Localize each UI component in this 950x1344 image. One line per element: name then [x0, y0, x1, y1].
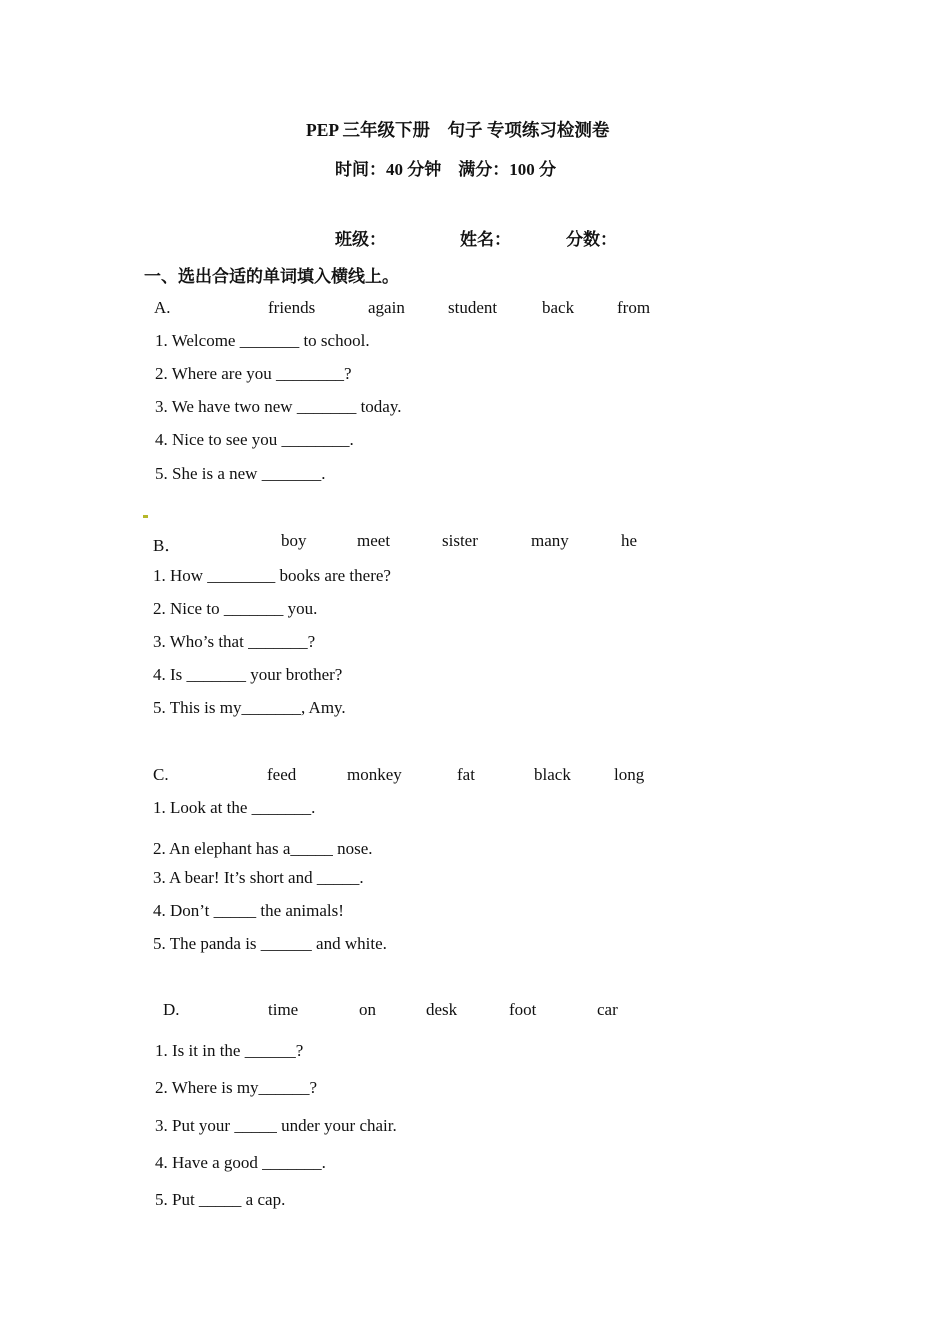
question-item: 4. Don’t _____ the animals! [153, 901, 344, 920]
question-item: 1. Is it in the ______? [155, 1041, 304, 1060]
word-option: friends [268, 298, 316, 317]
exam-time-info: 时间：40 分钟 满分：100 分 [335, 160, 556, 179]
word-option: desk [426, 1000, 458, 1019]
part1-heading: 一、选出合适的单词填入横线上。 [144, 267, 399, 286]
question-item: 3. A bear! It’s short and _____. [153, 868, 364, 887]
question-item: 2. Where are you ________? [155, 364, 352, 383]
question-item: 1. Look at the _______. [153, 798, 316, 817]
word-option: foot [509, 1000, 537, 1019]
class-label: 班级： [335, 230, 386, 249]
word-option: time [268, 1000, 299, 1019]
word-option: again [368, 298, 405, 317]
word-option: monkey [347, 765, 402, 784]
section-d-label: D. [163, 1000, 180, 1019]
word-option: feed [267, 765, 297, 784]
question-item: 4. Is _______ your brother? [153, 665, 343, 684]
question-item: 1. How ________ books are there? [153, 566, 391, 585]
question-item: 5. This is my_______, Amy. [153, 698, 346, 717]
word-option: student [448, 298, 498, 317]
question-item: 3. We have two new _______ today. [155, 397, 402, 416]
question-item: 5. She is a new _______. [155, 464, 326, 483]
word-option: long [614, 765, 645, 784]
question-item: 4. Have a good _______. [155, 1153, 326, 1172]
score-label: 分数： [566, 230, 617, 249]
question-item: 5. The panda is ______ and white. [153, 934, 387, 953]
question-item: 2. Where is my______? [155, 1078, 318, 1097]
question-item: 2. Nice to _______ you. [153, 599, 318, 618]
question-item: 3. Put your _____ under your chair. [155, 1116, 397, 1135]
word-option: boy [281, 531, 307, 550]
word-option: on [359, 1000, 376, 1019]
word-option: he [621, 531, 638, 550]
section-a-label: A. [154, 298, 171, 317]
word-option: meet [357, 531, 391, 550]
word-option: back [542, 298, 575, 317]
name-label: 姓名： [460, 230, 511, 249]
question-item: 3. Who’s that _______? [153, 632, 316, 651]
question-item: 5. Put _____ a cap. [155, 1190, 286, 1209]
word-option: car [597, 1000, 618, 1019]
word-option: sister [442, 531, 478, 550]
question-item: 2. An elephant has a_____ nose. [153, 839, 373, 858]
section-b-label: B． [153, 536, 182, 555]
word-option: black [534, 765, 571, 784]
question-item: 4. Nice to see you ________. [155, 430, 354, 449]
section-c-label: C. [153, 765, 169, 784]
word-option: many [531, 531, 569, 550]
question-item: 1. Welcome _______ to school. [155, 331, 370, 350]
page-title: PEP 三年级下册 句子 专项练习检测卷 [306, 120, 610, 140]
decorative-marker [143, 515, 148, 518]
word-option: fat [457, 765, 475, 784]
word-option: from [617, 298, 651, 317]
